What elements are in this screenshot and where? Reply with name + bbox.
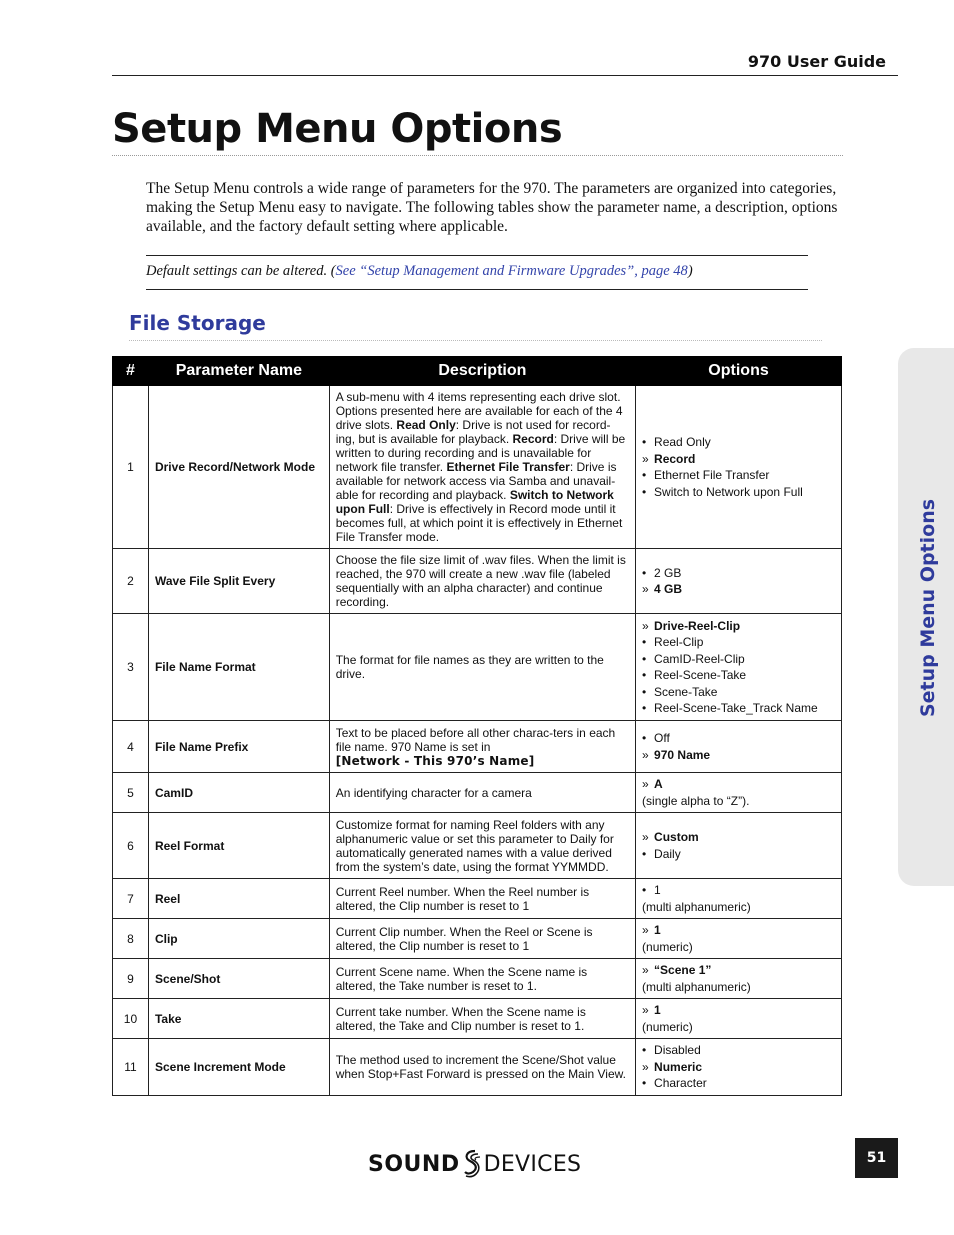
default-marker-icon: » bbox=[642, 830, 649, 844]
row-number: 4 bbox=[113, 721, 149, 773]
parameter-name: Wave File Split Every bbox=[148, 549, 329, 614]
option-item bbox=[642, 634, 835, 651]
option-item bbox=[642, 1075, 835, 1092]
title-divider bbox=[112, 155, 843, 156]
table-row bbox=[113, 813, 842, 879]
side-tab-label-wrap bbox=[913, 498, 943, 718]
bullet-icon: • bbox=[642, 565, 647, 580]
bullet-icon: • bbox=[642, 1043, 647, 1057]
default-option bbox=[642, 962, 835, 979]
default-option bbox=[642, 581, 835, 598]
parameter-description bbox=[329, 959, 635, 999]
option-item bbox=[642, 434, 835, 451]
bullet-icon: • bbox=[642, 684, 647, 699]
default-option bbox=[642, 618, 835, 635]
option-label: Numeric bbox=[654, 1059, 703, 1074]
default-option bbox=[642, 1059, 835, 1076]
option-item bbox=[642, 467, 835, 484]
row-number: 1 bbox=[113, 386, 149, 549]
default-option bbox=[642, 747, 835, 764]
bullet-icon: • bbox=[642, 668, 647, 682]
table-row bbox=[113, 549, 842, 614]
option-label: Record bbox=[654, 451, 696, 466]
parameter-options bbox=[636, 919, 842, 959]
option-label: Disabled bbox=[654, 1043, 701, 1057]
option-note: (numeric) bbox=[642, 939, 693, 954]
row-number: 3 bbox=[113, 614, 149, 721]
logo-word-devices: DEVICES bbox=[483, 1151, 582, 1177]
header-options: Options bbox=[636, 357, 842, 386]
default-marker-icon: » bbox=[642, 963, 649, 978]
option-label: 2 GB bbox=[654, 565, 682, 580]
description-text: An identifying character for a camera bbox=[335, 785, 532, 800]
row-number: 8 bbox=[113, 919, 149, 959]
parameter-description bbox=[329, 813, 635, 879]
header-parameter-name: Parameter Name bbox=[148, 357, 329, 386]
side-tab-label: Setup Menu Options bbox=[917, 498, 939, 718]
default-marker-icon: » bbox=[642, 582, 649, 596]
page-title: Setup Menu Options bbox=[112, 106, 563, 152]
option-label: Drive-Reel-Clip bbox=[654, 618, 741, 633]
default-option bbox=[642, 776, 835, 793]
section-title: File Storage bbox=[129, 311, 266, 335]
description-text: Current take number. When the Scene name is altered, the Take and Clip number is reset to 1. bbox=[335, 1004, 586, 1033]
parameter-name: CamID bbox=[148, 773, 329, 813]
description-text: Choose the file size limit of .wav files. When the limit is reached, the 970 will create a new .wav file (labeled sequentially with an alpha character) and continue recording. bbox=[335, 553, 626, 609]
table-row bbox=[113, 959, 842, 999]
parameter-description bbox=[329, 773, 635, 813]
row-number: 2 bbox=[113, 549, 149, 614]
header-rule bbox=[112, 75, 898, 76]
description-text: : Drive is not used for record-ing, but is available for playback. bbox=[335, 418, 611, 446]
option-label: 1 bbox=[654, 923, 661, 938]
description-text: Customize format for naming Reel folders with any alphanumeric value or set this parameter to Daily for automatically generated names with a value derived from the system’s date, using the format YYMMDD. bbox=[335, 817, 614, 874]
option-label: Reel-Scene-Take bbox=[654, 668, 747, 682]
table-row bbox=[113, 879, 842, 919]
default-option bbox=[642, 451, 835, 468]
default-option bbox=[642, 1002, 835, 1019]
option-item bbox=[642, 651, 835, 668]
option-label: Ethernet File Transfer bbox=[654, 468, 770, 482]
note-close: ) bbox=[687, 263, 693, 279]
section-divider bbox=[129, 340, 822, 341]
table-row bbox=[113, 386, 842, 549]
parameter-name: Drive Record/Network Mode bbox=[148, 386, 329, 549]
bullet-icon: • bbox=[642, 731, 647, 745]
parameter-name: Reel bbox=[148, 879, 329, 919]
parameter-options bbox=[636, 959, 842, 999]
parameter-name: File Name Prefix bbox=[148, 721, 329, 773]
description-text: : Drive is available for network access via Samba and unavail-able for recording and playback. bbox=[335, 460, 617, 502]
description-text: : Drive will be written to during recording and is unavailable for network file transfer. bbox=[335, 432, 626, 474]
parameter-options bbox=[636, 549, 842, 614]
bullet-icon: • bbox=[642, 883, 647, 898]
option-item bbox=[642, 667, 835, 684]
option-note: (single alpha to “Z”). bbox=[642, 793, 750, 808]
row-number: 5 bbox=[113, 773, 149, 813]
table-row bbox=[113, 919, 842, 959]
parameter-name: Reel Format bbox=[148, 813, 329, 879]
parameter-options bbox=[636, 386, 842, 549]
option-item bbox=[642, 730, 835, 747]
option-item bbox=[642, 882, 835, 899]
option-label: A bbox=[654, 777, 663, 792]
bullet-icon: • bbox=[642, 435, 647, 449]
option-item bbox=[642, 484, 835, 501]
guide-title: 970 User Guide bbox=[747, 52, 886, 71]
parameter-name: Scene Increment Mode bbox=[148, 1039, 329, 1096]
description-bold-term: Record bbox=[512, 432, 554, 446]
parameter-description bbox=[329, 879, 635, 919]
description-text: Text to be placed before all other charac-ters in each file name. 970 Name is set in bbox=[335, 725, 616, 754]
description-bold-term: Switch to Network upon Full bbox=[335, 488, 614, 516]
row-number: 11 bbox=[113, 1039, 149, 1096]
table-row bbox=[113, 999, 842, 1039]
option-label: 4 GB bbox=[654, 582, 683, 596]
option-item bbox=[642, 700, 835, 717]
option-label: Scene-Take bbox=[654, 684, 718, 699]
table-row bbox=[113, 721, 842, 773]
parameter-description bbox=[329, 549, 635, 614]
option-label: 1 bbox=[654, 883, 661, 898]
description-text: Current Clip number. When the Reel or Scene is altered, the Clip number is reset to 1 bbox=[335, 924, 593, 953]
bullet-icon: • bbox=[642, 484, 647, 499]
parameter-options bbox=[636, 879, 842, 919]
note-top-rule bbox=[146, 255, 808, 256]
bullet-icon: • bbox=[642, 846, 647, 861]
option-label: Switch to Network upon Full bbox=[654, 484, 803, 499]
logo-swirl-icon bbox=[461, 1148, 483, 1180]
option-label: Reel-Scene-Take_Track Name bbox=[654, 701, 818, 715]
row-number: 10 bbox=[113, 999, 149, 1039]
description-text: : Drive is effectively in Record mode until it becomes full, at which point it is effectively in Ethernet File Transfer mode. bbox=[335, 502, 623, 544]
default-marker-icon: » bbox=[642, 747, 649, 762]
table-row bbox=[113, 1039, 842, 1096]
table-row bbox=[113, 773, 842, 813]
option-label: Custom bbox=[654, 830, 699, 844]
description-bold-term: Read Only bbox=[396, 418, 456, 432]
option-label: “Scene 1” bbox=[654, 963, 712, 978]
parameter-description bbox=[329, 386, 635, 549]
option-item bbox=[642, 684, 835, 701]
parameter-options bbox=[636, 813, 842, 879]
option-label: Daily bbox=[654, 846, 681, 861]
option-label: Off bbox=[654, 731, 670, 745]
description-text: The method used to increment the Scene/Shot value when Stop+Fast Forward is pressed on the Main View. bbox=[335, 1052, 626, 1081]
table-header-row bbox=[113, 357, 842, 386]
bullet-icon: • bbox=[642, 651, 647, 666]
default-marker-icon: » bbox=[642, 923, 649, 938]
option-label: Read Only bbox=[654, 435, 711, 449]
parameter-options bbox=[636, 614, 842, 721]
parameter-description bbox=[329, 1039, 635, 1096]
option-item bbox=[642, 565, 835, 582]
option-label: CamID-Reel-Clip bbox=[654, 651, 745, 666]
note-text: Default settings can be altered. ( bbox=[146, 263, 336, 279]
default-marker-icon: » bbox=[642, 777, 649, 792]
description-bold-term: Ethernet File Transfer bbox=[446, 460, 570, 474]
option-item bbox=[642, 846, 835, 863]
option-label: 1 bbox=[654, 1003, 661, 1018]
parameter-name: Take bbox=[148, 999, 329, 1039]
parameter-name: Clip bbox=[148, 919, 329, 959]
bullet-icon: • bbox=[642, 635, 647, 649]
option-note: (numeric) bbox=[642, 1019, 693, 1034]
parameter-description bbox=[329, 721, 635, 773]
default-marker-icon: » bbox=[642, 1059, 649, 1074]
parameter-options bbox=[636, 999, 842, 1039]
description-text: Current Reel number. When the Reel number is altered, the Clip number is reset to 1 bbox=[335, 884, 590, 913]
note-bottom-rule bbox=[146, 289, 808, 290]
sound-devices-logo bbox=[368, 1148, 581, 1180]
option-label: Character bbox=[654, 1076, 707, 1090]
table-row bbox=[113, 614, 842, 721]
default-option bbox=[642, 922, 835, 939]
option-note: (multi alphanumeric) bbox=[642, 979, 751, 994]
note-link[interactable]: See “Setup Management and Firmware Upgrades”, page 48 bbox=[335, 263, 688, 279]
parameter-description bbox=[329, 999, 635, 1039]
option-label: Reel-Clip bbox=[654, 635, 704, 649]
description-text: A sub-menu with 4 items representing each drive slot. Options presented here are available for each of the 4 drive slots. bbox=[335, 390, 623, 432]
bullet-icon: • bbox=[642, 701, 647, 715]
description-text: Current Scene name. When the Scene name is altered, the Take number is reset to 1. bbox=[335, 964, 588, 993]
row-number: 7 bbox=[113, 879, 149, 919]
row-number: 6 bbox=[113, 813, 149, 879]
bullet-icon: • bbox=[642, 1076, 647, 1090]
default-marker-icon: » bbox=[642, 451, 649, 466]
file-storage-table bbox=[112, 356, 842, 1096]
intro-paragraph: The Setup Menu controls a wide range of parameters for the 970. The parameters are organized into categories, making the Setup Menu easy to navigate. The following tables show the parameter name, a description, options available, and the factory default setting where applicable. bbox=[146, 180, 838, 235]
menu-path-text: [Network - This 970’s Name] bbox=[335, 753, 535, 768]
parameter-name: File Name Format bbox=[148, 614, 329, 721]
parameter-description bbox=[329, 919, 635, 959]
parameter-options bbox=[636, 1039, 842, 1096]
default-settings-note bbox=[146, 263, 693, 280]
description-text: The format for file names as they are written to the drive. bbox=[335, 653, 604, 681]
option-label: 970 Name bbox=[654, 747, 711, 762]
header-number: # bbox=[113, 357, 149, 386]
header-description: Description bbox=[329, 357, 635, 386]
default-marker-icon: » bbox=[642, 618, 649, 633]
default-option bbox=[642, 829, 835, 846]
logo-word-sound: SOUND bbox=[368, 1151, 460, 1177]
parameter-options bbox=[636, 773, 842, 813]
option-note: (multi alphanumeric) bbox=[642, 899, 751, 914]
default-marker-icon: » bbox=[642, 1003, 649, 1018]
parameter-name: Scene/Shot bbox=[148, 959, 329, 999]
option-item bbox=[642, 1042, 835, 1059]
parameter-description bbox=[329, 614, 635, 721]
page-number: 51 bbox=[855, 1138, 898, 1178]
row-number: 9 bbox=[113, 959, 149, 999]
parameter-options bbox=[636, 721, 842, 773]
bullet-icon: • bbox=[642, 468, 647, 482]
